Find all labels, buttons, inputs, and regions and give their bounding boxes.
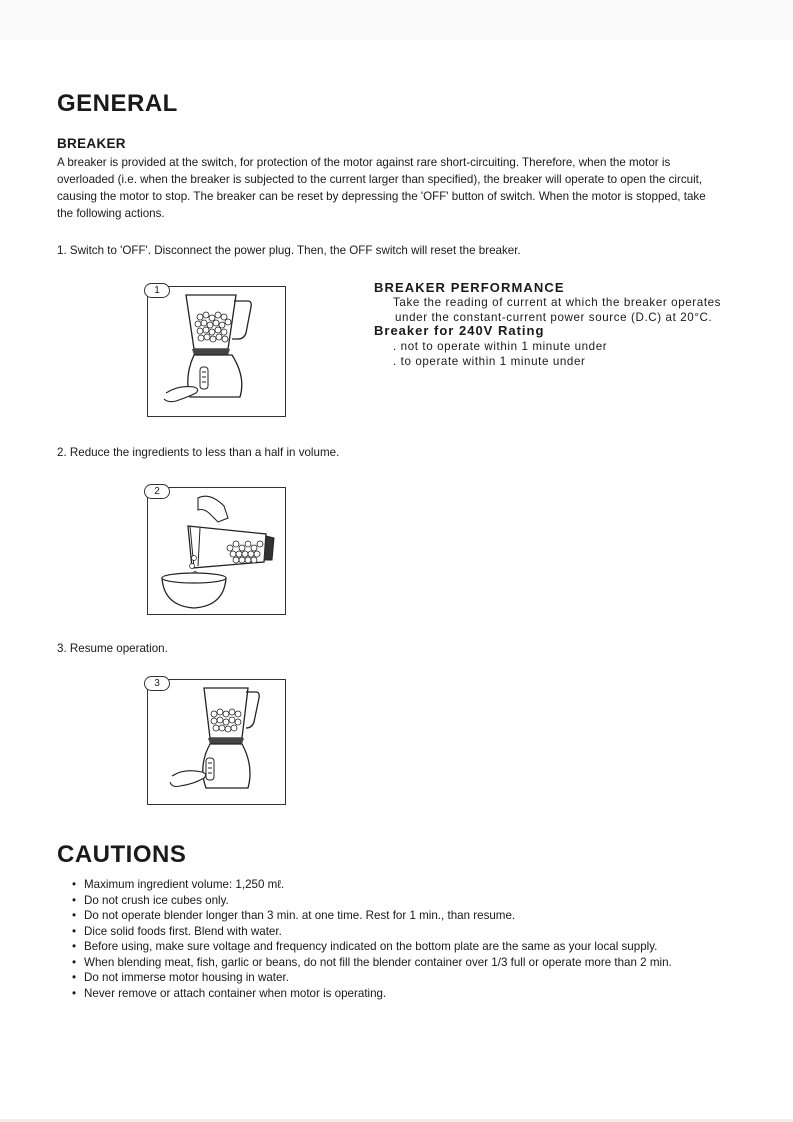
figure-2-number-badge: 2: [144, 484, 170, 499]
breaker-line: A breaker is provided at the switch, for protection of the motor against rare short-circuiting. Therefore, when the motor is: [57, 156, 671, 169]
breaker-description: [57, 154, 747, 222]
step-3-text: 3. Resume operation.: [57, 642, 168, 655]
caution-item: • When blending meat, fish, garlic or beans, do not fill the blender container over 1/3 full or operate more than 2 min.: [70, 955, 672, 971]
figure-3-resume-operation: [147, 679, 286, 805]
section-title-general: GENERAL: [57, 90, 178, 117]
caution-item: • Dice solid foods first. Blend with water.: [70, 924, 672, 940]
breaker-line: causing the motor to stop. The breaker can be reset by depressing the 'OFF' button of switch. When the motor is stopped, take: [57, 190, 706, 203]
blender-resume-illustration: [148, 680, 285, 804]
caution-item: • Maximum ingredient volume: 1,250 mℓ.: [70, 877, 672, 893]
blender-hand-switch-illustration: [148, 287, 285, 416]
breaker-performance-line: under the constant-current power source (D.C) at 20°C.: [395, 311, 713, 324]
breaker-rating-line: . not to operate within 1 minute under: [393, 340, 608, 353]
caution-item: • Do not immerse motor housing in water.: [70, 970, 672, 986]
cautions-list: [70, 877, 672, 1001]
breaker-performance-heading: BREAKER PERFORMANCE: [374, 280, 565, 295]
section-title-cautions: CAUTIONS: [57, 841, 187, 868]
figure-1-blender-switch-off: [147, 286, 286, 417]
figure-1-number-badge: 1: [144, 283, 170, 298]
breaker-performance-line: Take the reading of current at which the breaker operates: [393, 296, 722, 309]
breaker-rating-line: . to operate within 1 minute under: [393, 355, 586, 368]
caution-item: • Before using, make sure voltage and frequency indicated on the bottom plate are the same as your local supply.: [70, 939, 672, 955]
caution-item: • Never remove or attach container when motor is operating.: [70, 986, 672, 1002]
pouring-bowl-illustration: [148, 488, 285, 614]
caution-item: • Do not operate blender longer than 3 min. at one time. Rest for 1 min., than resume.: [70, 908, 672, 924]
step-2-text: 2. Reduce the ingredients to less than a half in volume.: [57, 446, 340, 459]
caution-item: • Do not crush ice cubes only.: [70, 893, 672, 909]
breaker-line: the following actions.: [57, 207, 165, 220]
figure-2-pouring-ingredients: [147, 487, 286, 615]
page-header-band: [0, 0, 793, 40]
breaker-heading: BREAKER: [57, 136, 126, 151]
step-1-text: 1. Switch to 'OFF'. Disconnect the power plug. Then, the OFF switch will reset the breaker.: [57, 244, 521, 257]
figure-3-number-badge: 3: [144, 676, 170, 691]
breaker-line: overloaded (i.e. when the breaker is subjected to the current larger than specified), the breaker will operate to open the circuit,: [57, 173, 703, 186]
breaker-rating-heading: Breaker for 240V Rating: [374, 323, 545, 338]
